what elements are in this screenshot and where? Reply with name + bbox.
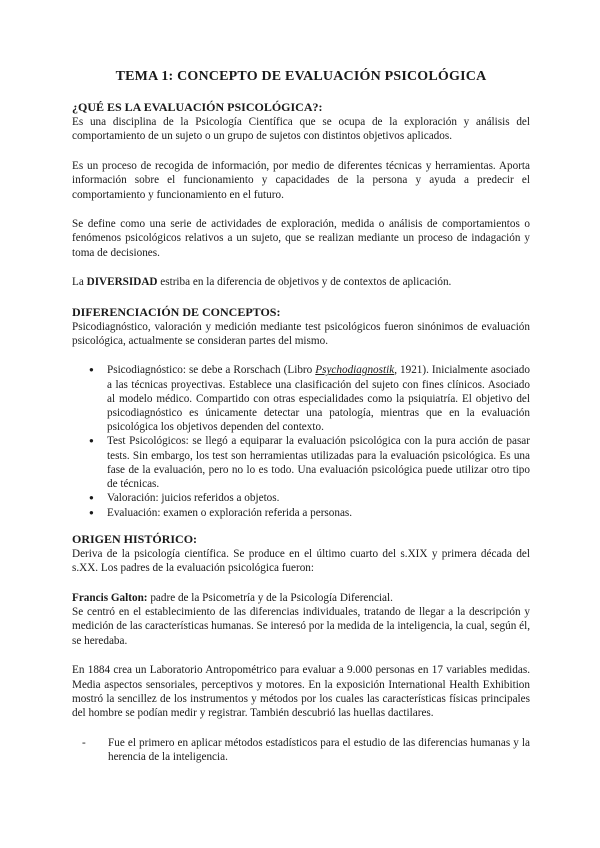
section-heading-que-es: ¿QUÉ ES LA EVALUACIÓN PSICOLÓGICA?: <box>72 100 323 114</box>
text: La <box>72 276 87 289</box>
text: estriba en la diferencia de objetivos y de contextos de aplicación. <box>157 276 452 289</box>
concept-list <box>72 363 530 519</box>
list-item <box>89 363 530 434</box>
galton-name: Francis Galton: <box>72 591 148 604</box>
paragraph: En 1884 crea un Laboratorio Antropométrico para evaluar a 9.000 personas en 17 variables medidas. Media aspectos sensoriales, perceptivos y motores. En la exposición International Health Exhibition mostró la sencillez de los instrumentos y métodos por los cuales las características físicas principales del hombre se podían medir y registrar. También descubrió las huellas dactilares. <box>72 664 530 720</box>
text: padre de la Psicometría y de la Psicología Diferencial. <box>147 591 393 604</box>
paragraph <box>72 275 530 289</box>
paragraph: Se define como una serie de actividades de exploración, medida o análisis de comportamientos o fenómenos psicológicos relativos a un sujeto, que se realizan mediante un proceso de indagación y toma de decisiones. <box>72 218 530 259</box>
paragraph: Es un proceso de recogida de información, por medio de diferentes técnicas y herramientas. Aporta información sobre el funcionamiento y capacidades de la persona y ayuda a predecir el comportamiento y funcionamiento en el futuro. <box>72 159 530 201</box>
text: Se centró en el establecimiento de las diferencias individuales, tratando de llegar a la descripción y medición de las características humanas. Se interesó por la medida de la inteligencia, la cual, según él, se heredaba. <box>72 605 530 647</box>
emphasis-diversidad: DIVERSIDAD <box>86 276 158 289</box>
page-title: TEMA 1: CONCEPTO DE EVALUACIÓN PSICOLÓGICA <box>115 69 487 84</box>
list-item: - Fue el primero en aplicar métodos estadísticos para el estudio de las diferencias humanas y la herencia de la inteligencia. <box>82 736 530 764</box>
paragraph-galton <box>72 591 530 649</box>
document-page <box>72 68 530 764</box>
paragraph: Deriva de la psicología científica. Se produce en el último cuarto del s.XIX y primera década del s.XX. Los padres de la evaluación psicológica fueron: <box>72 547 530 575</box>
text: Psicodiagnóstico: se debe a Rorschach (Libro <box>107 364 316 377</box>
list-item: ● Valoración: juicios referidos a objetos. <box>89 491 530 505</box>
paragraph: Psicodiagnóstico, valoración y medición mediante test psicológicos fueron sinónimos de evaluación psicológica, actualmente se consideran partes del mismo. <box>72 320 530 348</box>
text: , 1921). Inicialmente asociado a las técnicas proyectivas. Establece una clasificación del sujeto con fines clínicos. Asociado al modelo médico. Compartido con otras especialidades como la psiquiatría. El objetivo del psicodiagnóstico es únicamente detectar una patología, mientras que en la evaluación psicológica los objetivos dependen del contexto. <box>107 364 530 434</box>
dash-list <box>72 736 530 764</box>
psychodiagnostik-link[interactable]: Psychodiagnostik <box>315 364 395 377</box>
list-item: ● Test Psicológicos: se llegó a equiparar la evaluación psicológica con la pura acción de pasar tests. Sin embargo, los test son herramientas utilizadas para la evaluación psicológica. Es una fase de la evaluación, pero no lo es todo. Una evaluación psicológica puede utilizar otro tipo de técnicas. <box>89 434 530 491</box>
list-item: ● Evaluación: examen o exploración referida a personas. <box>89 506 530 520</box>
section-heading-origen: ORIGEN HISTÓRICO: <box>72 531 198 546</box>
paragraph: Es una disciplina de la Psicología Científica que se ocupa de la exploración y análisis del comportamiento de un sujeto o un grupo de sujetos con distintos objetivos aplicados. <box>72 116 530 143</box>
section-heading-diferenciacion: DIFERENCIACIÓN DE CONCEPTOS: <box>72 304 281 319</box>
